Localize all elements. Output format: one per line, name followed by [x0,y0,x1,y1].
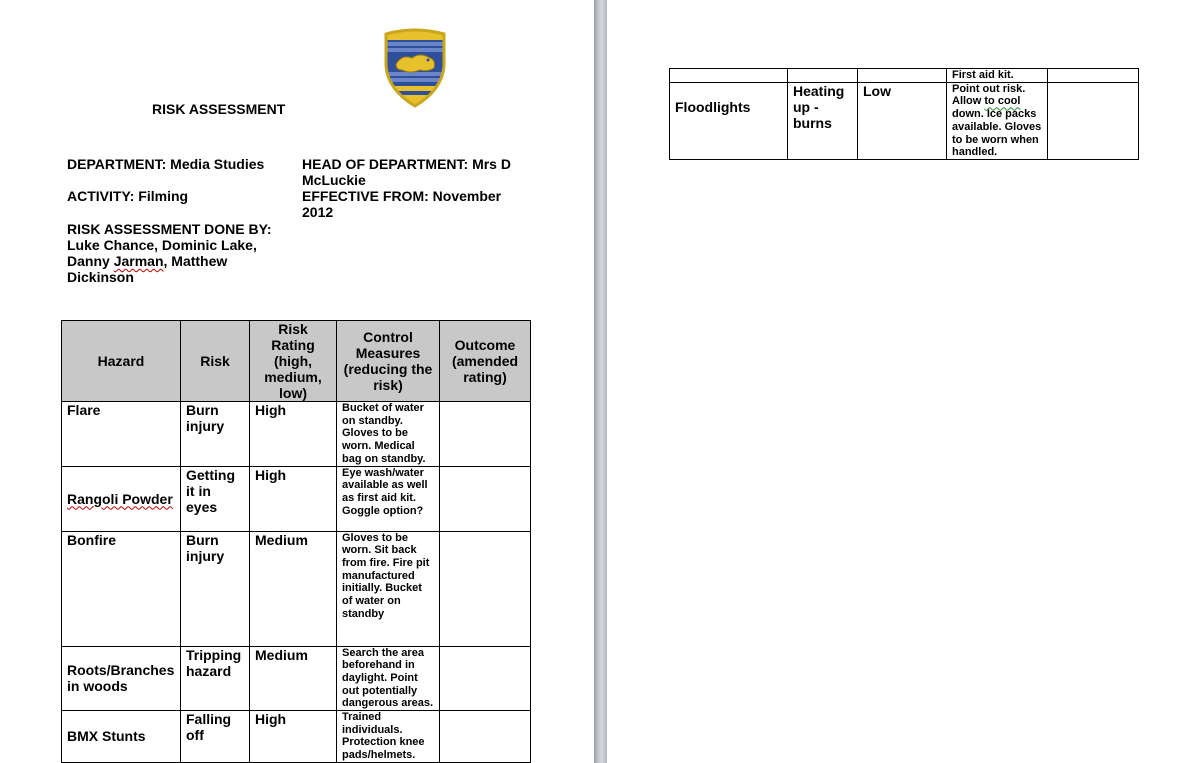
cell-risk: Burn injury [181,402,250,467]
table-row [62,402,531,467]
header-control-measures: Control Measures (reducing the risk) [337,321,440,402]
cell-hazard [670,69,788,83]
cell-rating: High [250,466,337,531]
department-label: DEPARTMENT: Media Studies [67,156,265,172]
table-row [62,646,531,711]
control-text-grammar: to cool [984,95,1021,108]
cell-control: Bucket of water on standby. Gloves to be worn. Medical bag on standby. [337,402,440,467]
head-of-department-label: HEAD OF DEPARTMENT: Mrs D McLuckie [302,156,511,188]
document-page-right [607,0,1202,763]
table-row [670,82,1139,159]
cell-outcome [440,646,531,711]
table-header-row [62,321,531,402]
header-risk-rating: Risk Rating (high, medium, low) [250,321,337,402]
hazard-text: Rangoli Powder [67,490,173,507]
cell-control: Eye wash/water available as well as first aid kit. Goggle option? [337,466,440,531]
done-by-names-spellcheck: Jarman [113,253,164,269]
done-by-names-part: , Matthew Dickinson [67,253,228,285]
table-row [62,531,531,646]
cell-outcome [440,402,531,467]
document-page-left [0,0,594,763]
control-text: down. Ice packs available. Gloves to be worn when handled. [952,108,1042,159]
cell-risk: Burn injury [181,531,250,646]
cell-hazard: Roots/Branches in woods [62,646,181,711]
cell-hazard [62,466,181,531]
cell-rating: High [250,711,337,763]
cell-outcome [440,711,531,763]
cell-risk [788,69,858,83]
cell-outcome [440,531,531,646]
control-text: Point out risk. Allow [952,82,1026,108]
done-by-names [67,237,297,285]
done-by-names-part: Luke Chance, Dominic Lake, Danny [67,237,257,269]
cell-outcome [1048,69,1139,83]
risk-table-continuation [669,68,1139,160]
school-crest-logo [380,28,450,108]
header-risk: Risk [181,321,250,402]
cell-risk: Heating up - burns [788,82,858,159]
cell-hazard: Bonfire [62,531,181,646]
table-row [62,711,531,763]
cell-hazard: Flare [62,402,181,467]
table-row [670,69,1139,83]
cell-risk: Tripping hazard [181,646,250,711]
effective-from-label: EFFECTIVE FROM: November 2012 [302,188,502,220]
cell-rating: Medium [250,646,337,711]
header-outcome: Outcome (amended rating) [440,321,531,402]
cell-outcome [440,466,531,531]
cell-risk: Getting it in eyes [181,466,250,531]
done-by-label: RISK ASSESSMENT DONE BY: [67,221,272,237]
risk-assessment-table [61,320,531,763]
cell-outcome [1048,82,1139,159]
document-title: RISK ASSESSMENT [152,101,286,117]
cell-hazard: BMX Stunts [62,711,181,763]
cell-control: Search the area beforehand in daylight. Point out potentially dangerous areas. [337,646,440,711]
table-row [62,466,531,531]
page-gutter [594,0,607,763]
cell-control: First aid kit. [947,69,1048,83]
cell-control: Gloves to be worn. Sit back from fire. Fire pit manufactured initially. Bucket of water on standby [337,531,440,646]
cell-control [947,82,1048,159]
header-hazard: Hazard [62,321,181,402]
cell-control: Trained individuals. Protection knee pads/helmets. [337,711,440,763]
cell-risk: Falling off [181,711,250,763]
activity-label: ACTIVITY: Filming [67,188,189,204]
cell-rating: Medium [250,531,337,646]
cell-rating: Low [858,82,947,159]
cell-rating [858,69,947,83]
assessment-done-by [67,221,297,285]
cell-rating: High [250,402,337,467]
cell-hazard: Floodlights [670,82,788,159]
